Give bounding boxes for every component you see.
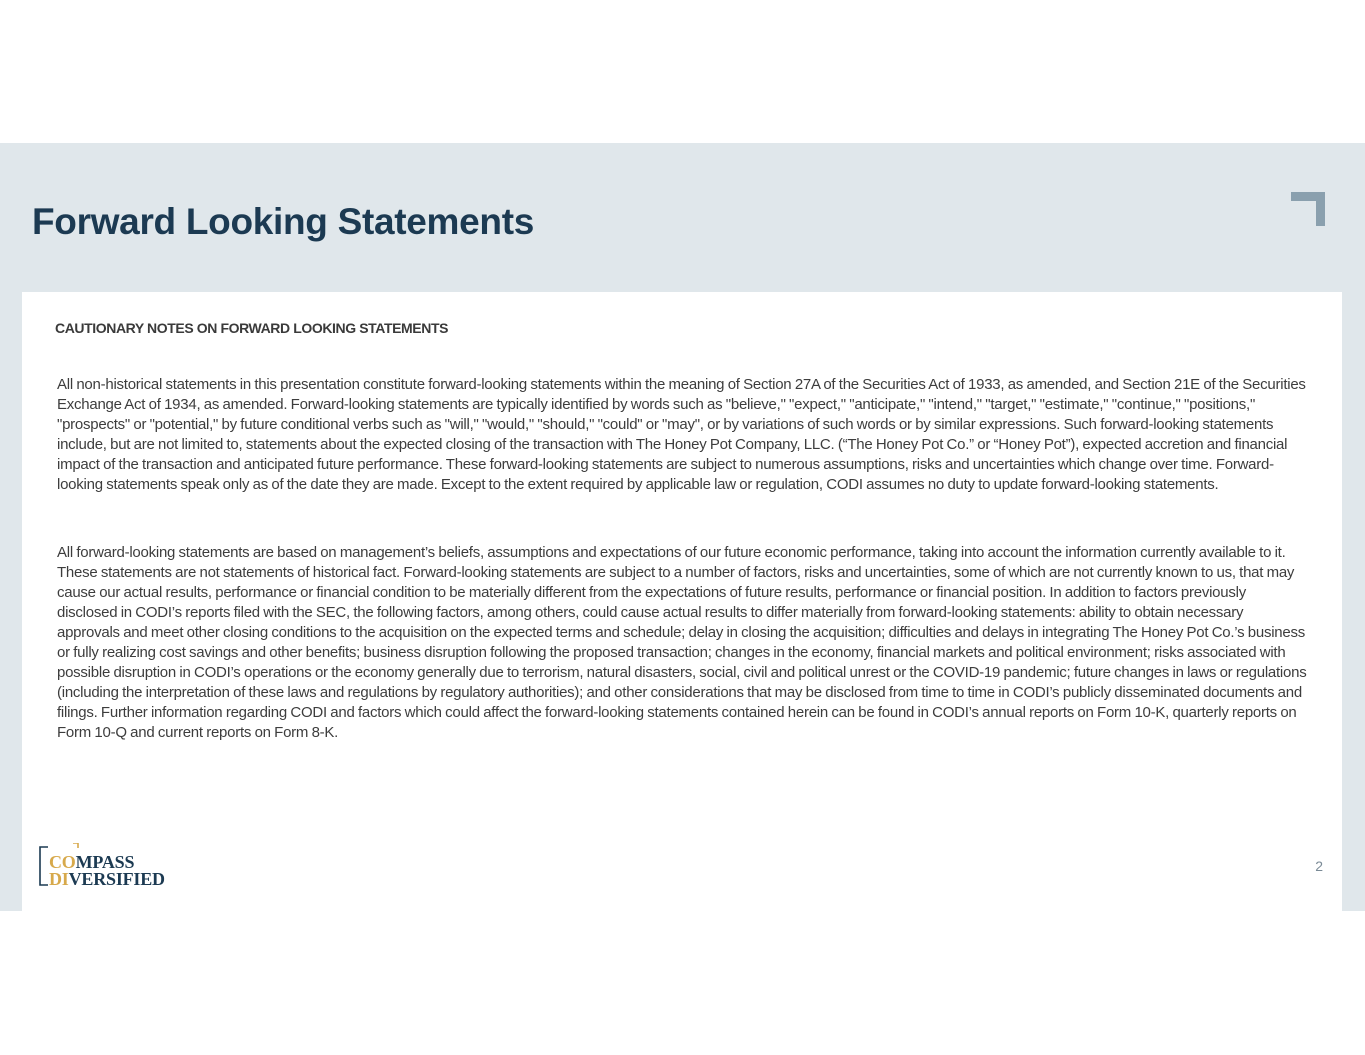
content-panel: [22, 292, 1342, 911]
compass-diversified-logo: [39, 843, 181, 889]
section-heading: CAUTIONARY NOTES ON FORWARD LOOKING STATEMENTS: [55, 320, 449, 336]
paragraph: All forward-looking statements are based on management’s beliefs, assumptions and expectations of our future economic performance, taking into account the information currently available to it. These statements are not statements of historical fact. Forward-looking statements are subject to a number of factors, risks and uncertainties, some of which are not currently known to us, that may cause our actual results, performance or financial condition to be materially different from the expectations of future results, performance or financial position. In addition to factors previously disclosed in CODI’s reports filed with the SEC, the following factors, among others, could cause actual results to differ materially from forward-looking statements: ability to obtain necessary approvals and meet other closing conditions to the acquisition on the expected terms and schedule; delay in closing the acquisition; difficulties and delays in integrating The Honey Pot Co.’s business or fully realizing cost savings and other benefits; business disruption following the proposed transaction; changes in the economy, financial markets and political environment; risks associated with possible disruption in CODI’s operations or the economy generally due to terrorism, natural disasters, social, civil and political unrest or the COVID-19 pandemic; future changes in laws or regulations (including the interpretation of these laws and regulations by regulatory authorities); and other considerations that may be disclosed from time to time in CODI’s publicly disseminated documents and filings. Further information regarding CODI and factors which could affect the forward-looking statements contained herein can be found in CODI’s annual reports on Form 10-K, quarterly reports on Form 10-Q and current reports on Form 8-K.: [57, 544, 1307, 741]
slide: [0, 143, 1365, 911]
corner-bracket-icon: [1291, 192, 1325, 226]
logo-text-line-2: DIVERSIFIED: [49, 869, 165, 889]
page-number: 2: [1315, 858, 1323, 874]
paragraph: All non-historical statements in this presentation constitute forward-looking statements within the meaning of Section 27A of the Securities Act of 1933, as amended, and Section 21E of the Securities Exchange Act of 1934, as amended. Forward-looking statements are typically identified by words such as "believe," "expect," "anticipate," "intend," "target," "estimate," "continue," "positions," "prospects" or "potential," by future conditional verbs such as "will," "would," "should," "could" or "may", or by variations of such words or by similar expressions. Such forward-looking statements include, but are not limited to, statements about the expected closing of the transaction with The Honey Pot Company, LLC. (“The Honey Pot Co.” or “Honey Pot”), expected accretion and financial impact of the transaction and anticipated future performance. These forward-looking statements are subject to numerous assumptions, risks and uncertainties which change over time. Forward-looking statements speak only as of the date they are made. Except to the extent required by applicable law or regulation, CODI assumes no duty to update forward-looking statements.: [57, 376, 1306, 493]
slide-title: Forward Looking Statements: [32, 201, 535, 242]
logo-text-line-1: COMPASS: [49, 852, 135, 872]
